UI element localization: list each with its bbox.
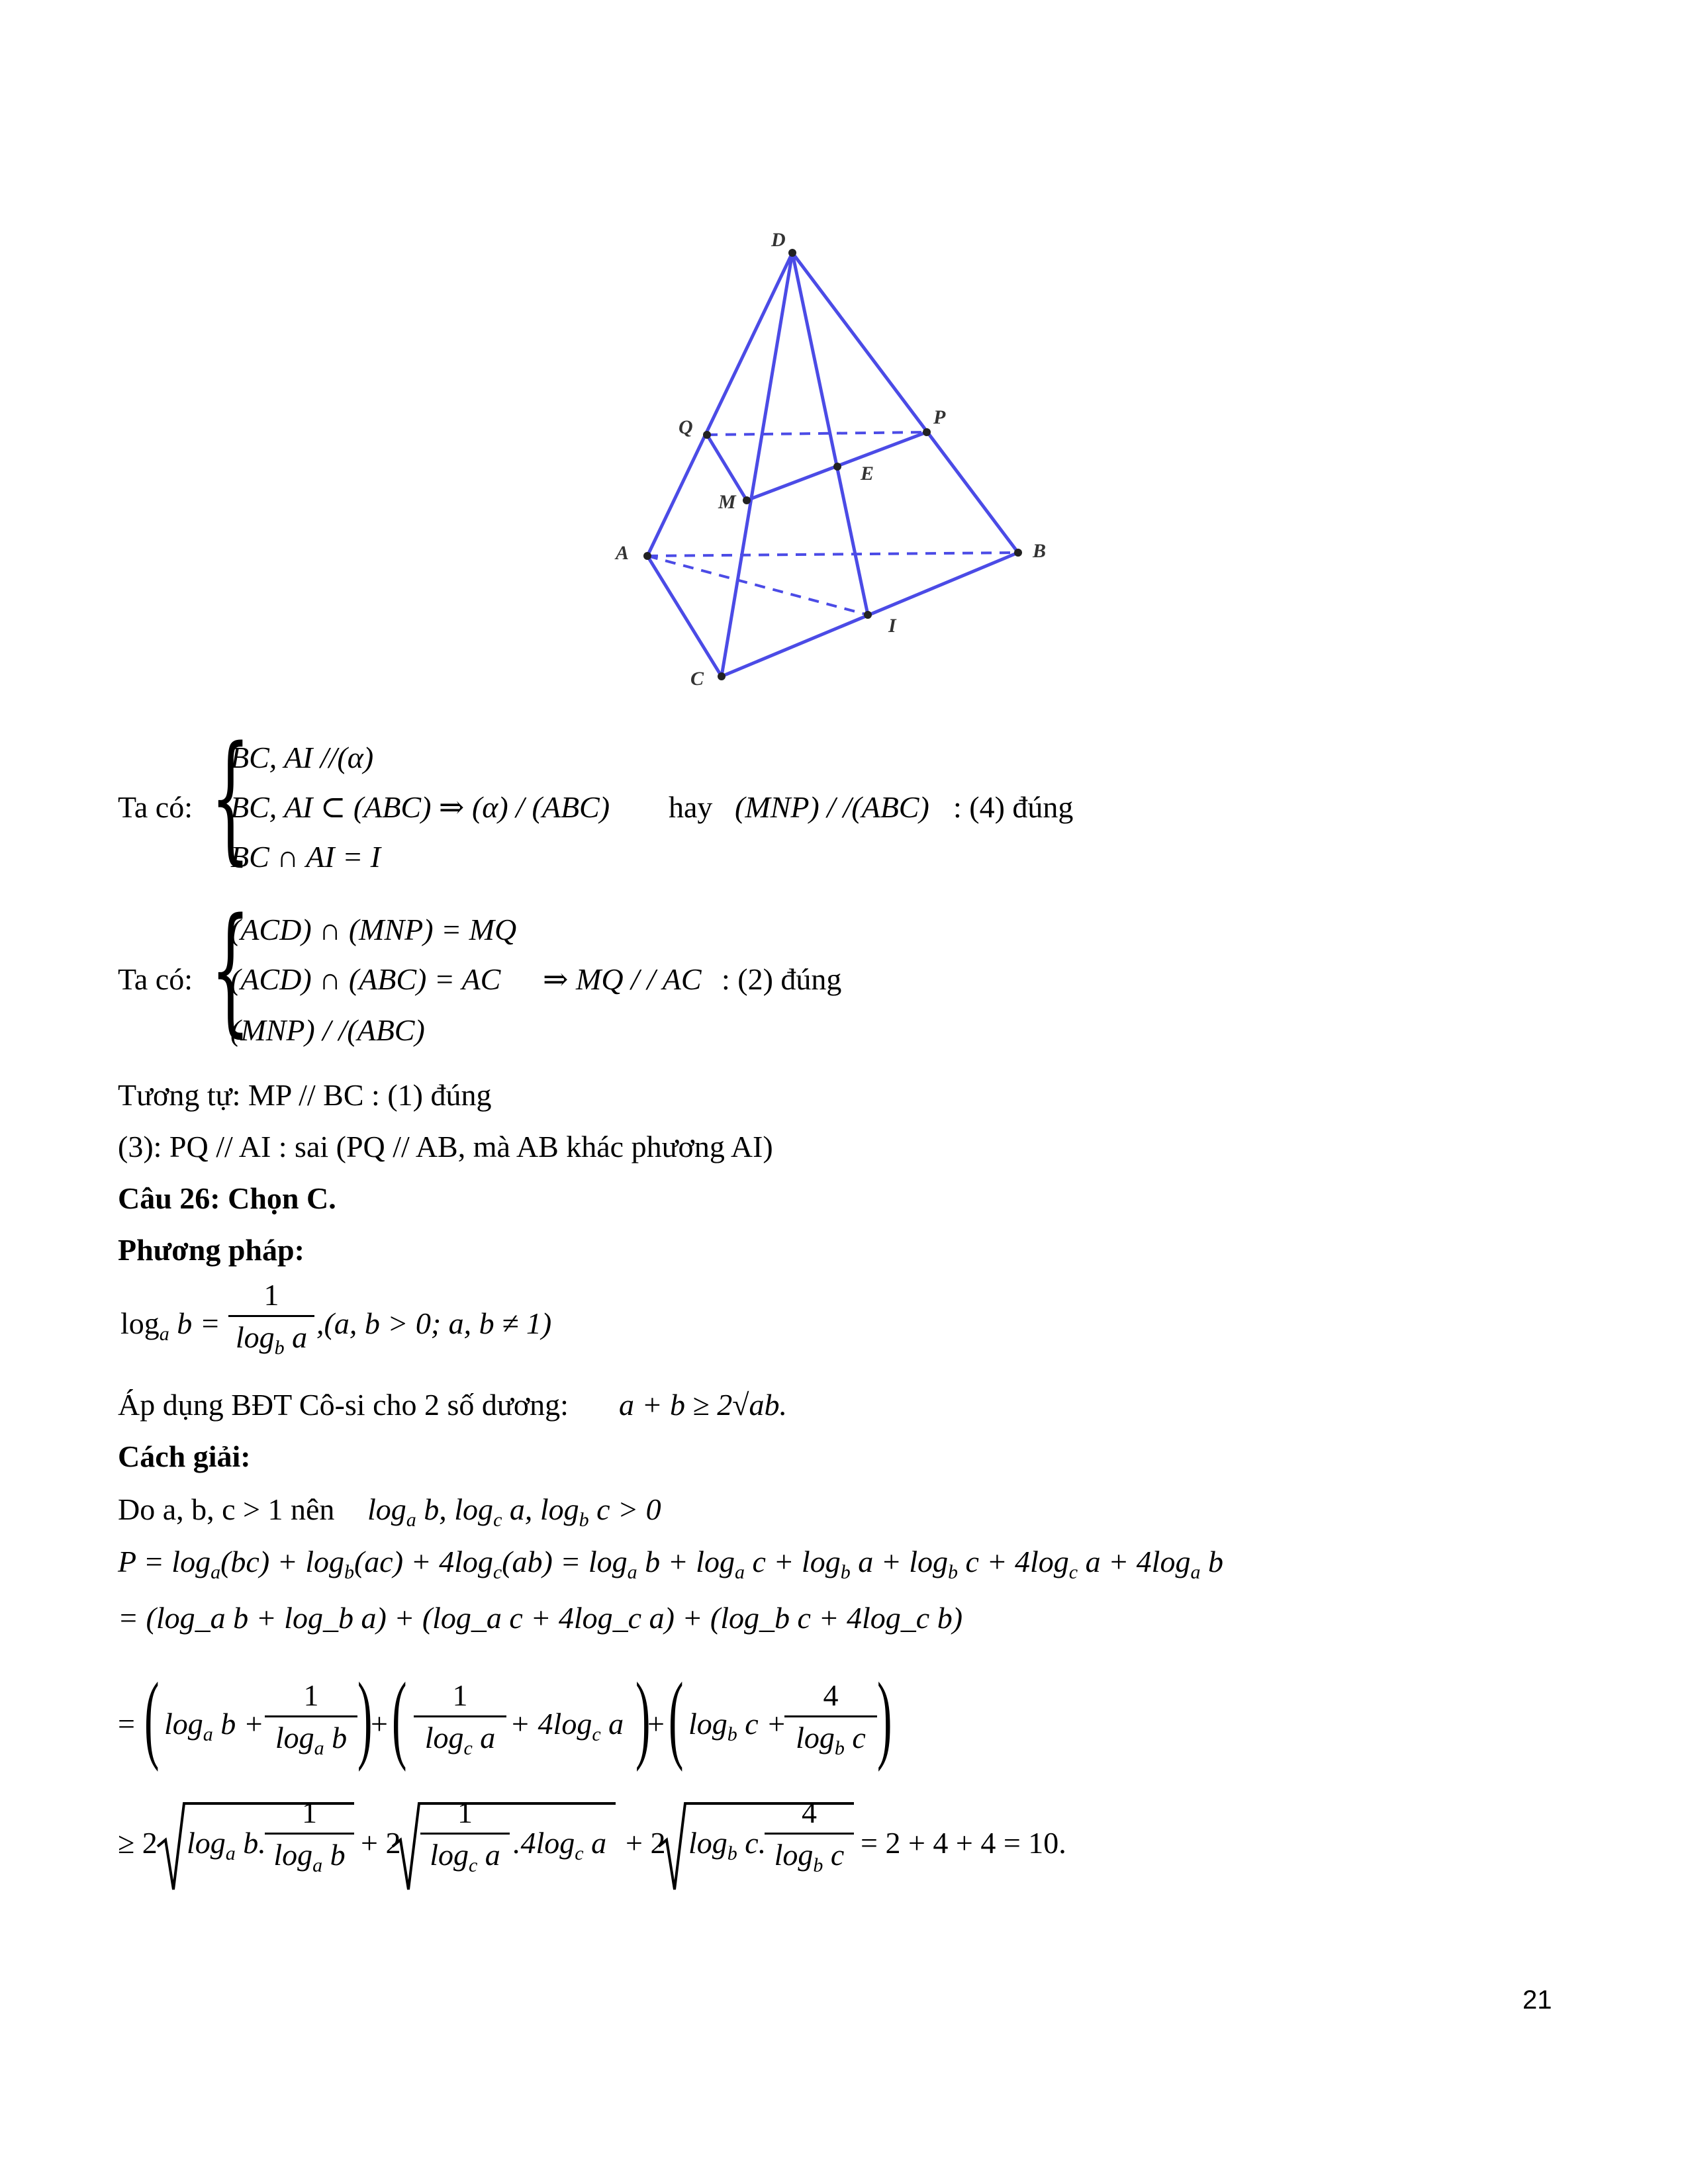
eq3-paren-open-3: (	[669, 1662, 684, 1772]
item3-line: (3): PQ // AI : sai (PQ // AB, mà AB khác phương AI)	[118, 1130, 773, 1163]
eq3-plus-2: +	[647, 1707, 665, 1741]
eq4-plus-2: + 2	[626, 1826, 666, 1860]
eq3-paren-close-3: )	[877, 1662, 892, 1772]
eq3-frac1: $\frac{1}{\log_a b}$	[265, 1678, 357, 1760]
cosi-text: Áp dụng BĐT Cô-si cho 2 số dương:	[118, 1388, 569, 1422]
since-formula: $\log_a b$, $\log_c a$, $\log_b c > 0$	[367, 1492, 661, 1531]
formula-log: $\log_a b$ =	[120, 1306, 220, 1345]
eq3-term2: + $4\log_c$ a	[510, 1707, 624, 1745]
block1-line2c: (MNP) / /(ABC)	[735, 790, 929, 824]
block1-brace: {	[211, 716, 251, 878]
since-text: Do a, b, c > 1 nên	[118, 1492, 335, 1526]
eq4-root1-a: $\log_a b$.	[187, 1826, 266, 1864]
eq3-paren-close-2: )	[635, 1662, 651, 1772]
eq3-frac2: $\frac{1}{\log_c a}$	[414, 1678, 506, 1760]
equation-line-1: $P = \log_a(bc) + \log_b(ac) + 4\log_c(ab) = \log_a b + \log_a c + \log_b a + \log_b c + 4\log_c$ $a + 4\log_a$ b	[118, 1545, 1223, 1583]
eq4-final: = 2 + 4 + 4 = 10.	[861, 1826, 1066, 1860]
eq4-frac1: $\frac{1}{\log_a b}$	[265, 1795, 354, 1877]
block2-line2c: : (2) đúng	[722, 962, 842, 996]
block2-line1: (ACD) ∩ (MNP) = MQ	[230, 913, 517, 946]
eq4-frac2: $\frac{1}{\log_c a}$	[420, 1795, 510, 1877]
eq3-paren-open-1: (	[144, 1662, 160, 1772]
similar-line: Tương tự: MP // BC : (1) đúng	[118, 1078, 492, 1112]
formula-condition: ,(a, b > 0; a, b ≠ 1)	[316, 1306, 552, 1340]
block2-line2a: (ACD) ∩ (ABC) = AC	[230, 962, 501, 996]
label-e: E	[861, 463, 874, 484]
equation-line-2: = (log_a b + log_b a) + (log_a c + 4log_c a) + (log_b c + 4log_c b)	[118, 1601, 963, 1635]
method-title: Phương pháp:	[118, 1233, 305, 1267]
eq3-equals: =	[118, 1707, 135, 1741]
eq3-frac3: $\frac{4}{\log_b c}$	[784, 1678, 877, 1760]
label-d: D	[771, 229, 786, 251]
cosi-formula: a + b ≥ 2√ab.	[619, 1388, 788, 1422]
label-q: Q	[679, 416, 693, 438]
formula-fraction: $\frac{1}{\log_b a}$	[228, 1277, 314, 1359]
block1-prefix: Ta có:	[118, 790, 193, 824]
block1-line3: BC ∩ AI = I	[230, 840, 381, 874]
eq4-root3-a: $\log_b c$.	[688, 1826, 767, 1864]
page-number: 21	[1523, 1985, 1552, 2015]
eq3-plus-1: +	[371, 1707, 388, 1741]
eq4-root2-b: $.4\log_c$ a	[513, 1826, 607, 1864]
block1-line1: BC, AI //(α)	[230, 741, 374, 774]
tetrahedron-figure	[0, 0, 1688, 728]
eq3-paren-open-2: (	[392, 1662, 407, 1772]
block1-line2a: BC, AI ⊂ (ABC) ⇒ (α) / (ABC)	[230, 790, 610, 824]
eq3-paren-close-1: )	[357, 1662, 373, 1772]
label-m: M	[718, 491, 736, 513]
eq3-term1: $\log_a b$ +	[164, 1707, 264, 1745]
label-p: P	[933, 406, 946, 428]
block2-line2b: ⇒ MQ / / AC	[543, 962, 702, 996]
block1-line2d: : (4) đúng	[953, 790, 1074, 824]
solution-title: Cách giải:	[118, 1439, 251, 1473]
label-b: B	[1033, 540, 1047, 562]
label-c: C	[690, 668, 704, 690]
eq4-plus-1: + 2	[361, 1826, 401, 1860]
eq4-geq: ≥ 2	[118, 1826, 158, 1860]
label-i: I	[888, 615, 896, 637]
question-title: Câu 26: Chọn C.	[118, 1181, 336, 1215]
block2-brace: {	[211, 888, 251, 1050]
block2-prefix: Ta có:	[118, 962, 193, 996]
eq3-term3: $\log_b c$ +	[688, 1707, 787, 1745]
eq4-frac3: $\frac{4}{\log_b c}$	[765, 1795, 854, 1877]
label-a: A	[616, 542, 630, 564]
block2-line3: (MNP) / /(ABC)	[230, 1013, 425, 1047]
block1-line2b: hay	[669, 790, 713, 824]
